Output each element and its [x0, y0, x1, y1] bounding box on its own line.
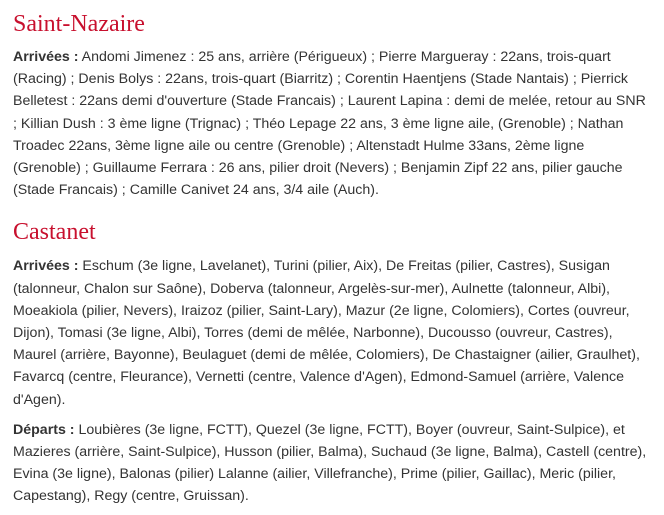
- arrivals-text: Andomi Jimenez : 25 ans, arrière (Périgueux) ; Pierre Margueray : 22ans, trois-quart (Racing) ; Denis Bolys : 22ans, trois-quart (Biarritz) ; Corentin Haentjens (Stade Nantais) ; Pierrick Belletest : 22ans demi d'ouverture (Stade Francais) ; Laurent Lapina : demi de melée, retour au SNR ; Killian Dush : 3 ème ligne (Trignac) ; Théo Lepage 22 ans, 3 ème ligne aile, (Grenoble) ; Nathan Troadec 22ans, 3ème ligne aile ou centre (Grenoble) ; Altenstadt Hulme 33ans, 2ème ligne (Grenoble) ; Guillaume Ferrara : 26 ans, pilier droit (Nevers) ; Benjamin Zipf 22 ans, pilier gauche (Stade Francais) ; Camille Canivet 24 ans, 3/4 aile (Auch).: [13, 49, 646, 199]
- castanet-departures: [13, 419, 653, 508]
- departures-text: Loubières (3e ligne, FCTT), Quezel (3e ligne, FCTT), Boyer (ouvreur, Saint-Sulpice), et Mazieres (arrière, Saint-Sulpice), Husson (pilier, Balma), Suchaud (3e ligne, Balma), Castell (centre), Evina (3e ligne), Balonas (pilier) Lalanne (ailier, Villefranche), Prime (pilier, Gaillac), Meric (pilier, Capestang), Regy (centre, Gruissan).: [13, 421, 647, 505]
- article-content: [13, 0, 653, 508]
- arrivals-label: Arrivées :: [13, 49, 79, 65]
- saint-nazaire-arrivals: [13, 46, 653, 201]
- section-title-castanet: Castanet: [13, 219, 96, 246]
- arrivals-label: Arrivées :: [13, 258, 79, 275]
- section-title-saint-nazaire: Saint-Nazaire: [13, 11, 145, 37]
- castanet-arrivals: [13, 255, 653, 410]
- arrivals-text: Eschum (3e ligne, Lavelanet), Turini (pilier, Aix), De Freitas (pilier, Castres), Susigan (talonneur, Chalon sur Saône), Doberva (talonneur, Argelès-sur-mer), Aulnette (talonneur, Albi), Moeakiola (pilier, Nevers), Iraizoz (pilier, Saint-Lary), Mazur (2e ligne, Colomiers), Cortes (ouvreur, Dijon), Tomasi (3e ligne, Albi), Torres (demi de mêlée, Narbonne), Ducousso (ouvreur, Castres), Maurel (arrière, Bayonne), Beulaguet (demi de mêlée, Colomiers), De Chastaigner (ailier, Graulhet), Favarcq (centre, Fleurance), Vernetti (centre, Valence d'Agen), Edmond-Samuel (arrière, Valence d'Agen).: [13, 258, 640, 408]
- departures-label: Départs :: [13, 421, 75, 438]
